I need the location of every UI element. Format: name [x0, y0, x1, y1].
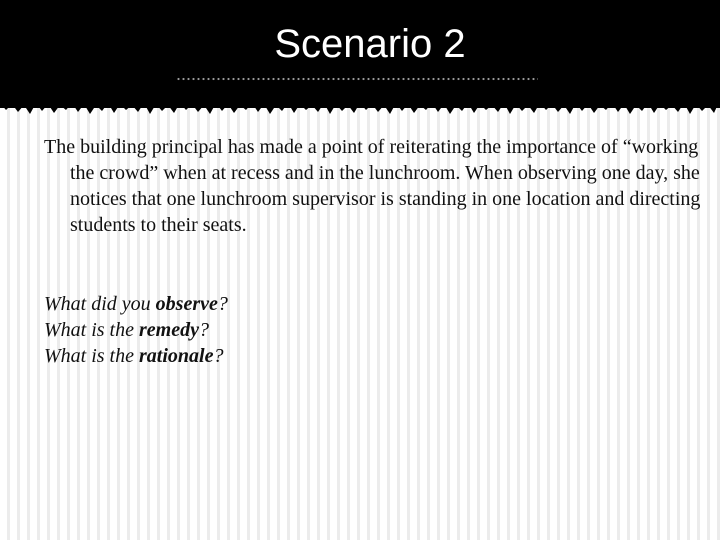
- question-rationale: [44, 343, 644, 369]
- question-suffix: ?: [198, 319, 209, 341]
- question-keyword: observe: [155, 293, 218, 315]
- question-keyword: rationale: [139, 345, 214, 367]
- scenario-paragraph: The building principal has made a point of reiterating the importance of “working the crowd” when at recess and in the lunchroom. When observing one day, she notices that one lunchroom supervisor is standing in one location and directing students to their seats.: [44, 136, 701, 236]
- question-suffix: ?: [217, 293, 228, 315]
- torn-edge-decoration: [0, 100, 720, 116]
- question-prefix: What did you: [44, 293, 156, 315]
- title-banner: [0, 0, 720, 108]
- question-list: [44, 291, 644, 369]
- question-keyword: remedy: [139, 319, 199, 341]
- question-remedy: [44, 317, 644, 343]
- slide-title: Scenario 2: [274, 22, 466, 66]
- question-suffix: ?: [213, 345, 224, 367]
- question-observe: [44, 291, 644, 317]
- dotted-divider: [176, 77, 538, 81]
- question-prefix: What is the: [44, 345, 139, 367]
- question-prefix: What is the: [44, 319, 139, 341]
